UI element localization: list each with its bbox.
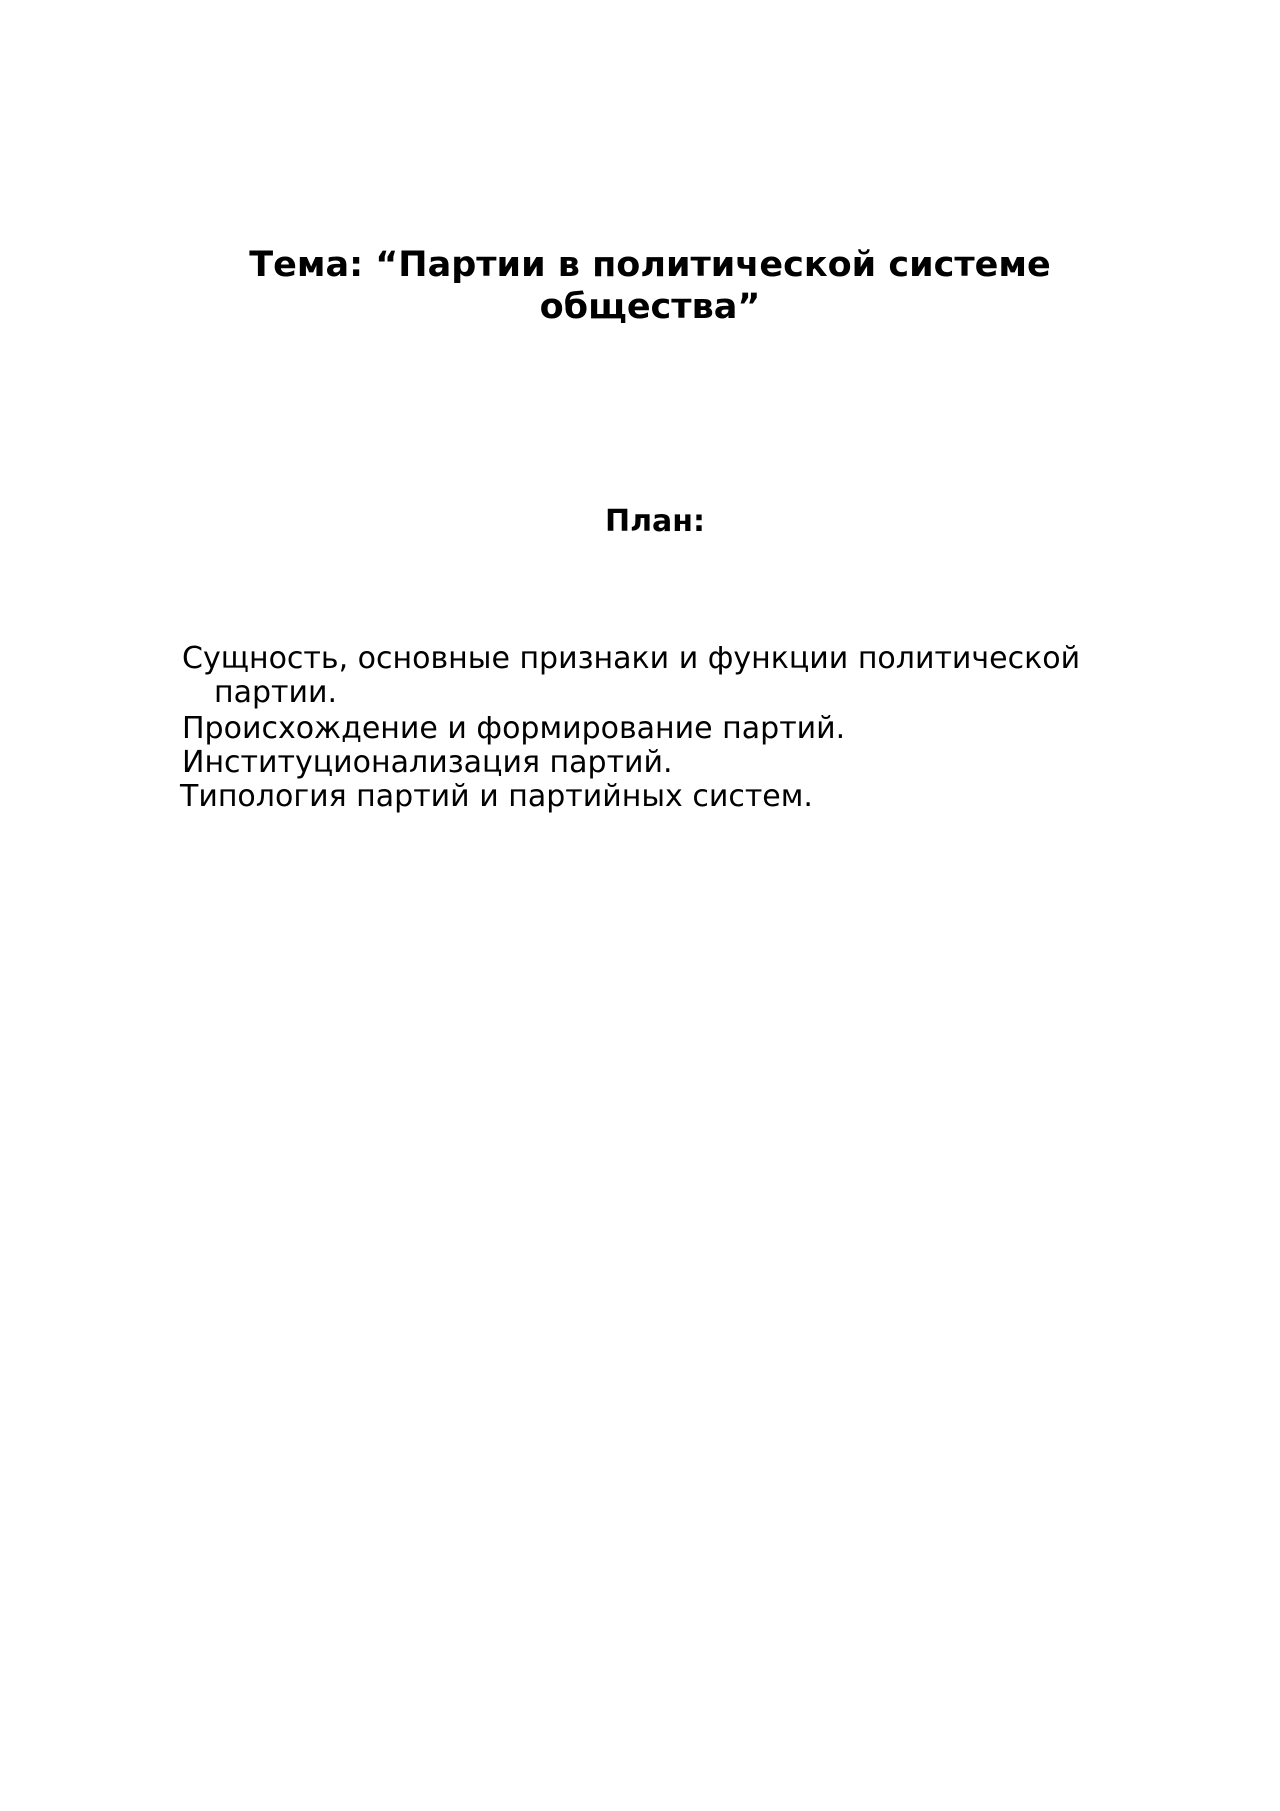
plan-item-text: Сущность, основные признаки и функции политической [182, 641, 1081, 676]
title-line-2: общества” [539, 287, 761, 327]
plan-item-continuation: партии. [214, 675, 338, 710]
plan-item: Институционализация партий. [182, 745, 673, 780]
plan-item [182, 642, 1132, 710]
plan-heading: План: [604, 504, 706, 539]
plan-item: Происхождение и формирование партий. [182, 711, 846, 746]
title-line-1: Тема: “Партии в политической системе [249, 245, 1051, 285]
plan-item: Типология партий и партийных систем. [180, 779, 813, 814]
plan-list [182, 642, 1132, 814]
page-title [200, 244, 1100, 328]
